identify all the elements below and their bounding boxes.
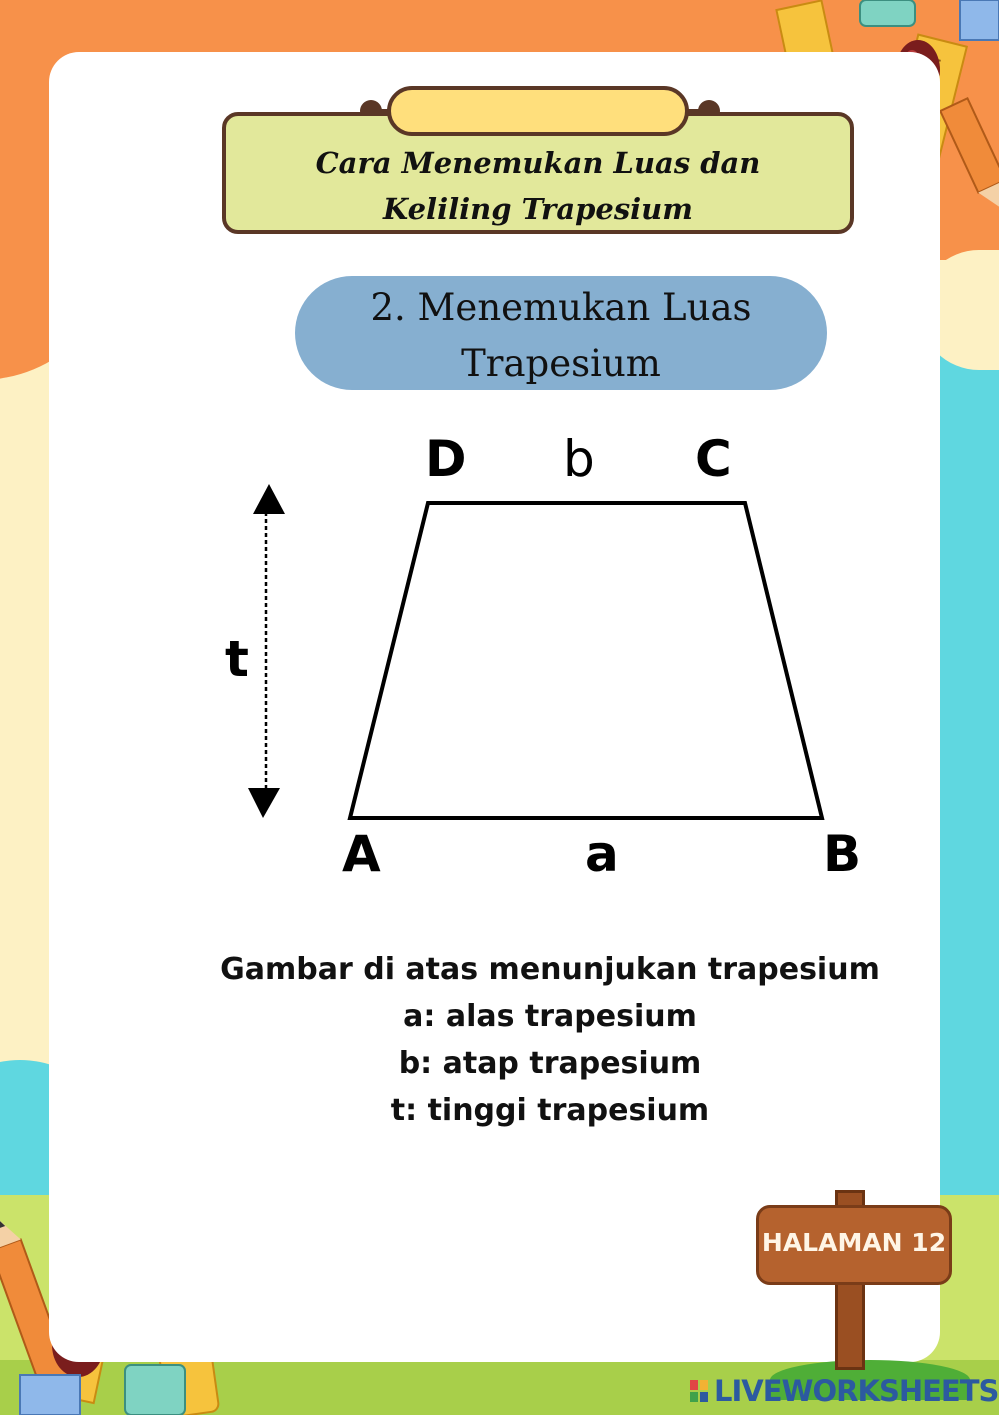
caption-line-t: t: tinggi trapesium (390, 1093, 710, 1128)
vertex-label-b: B (823, 825, 862, 883)
page-title-line-1: Cara Menemukan Luas dan (315, 146, 761, 180)
page-title-line-2: Keliling Trapesium (383, 192, 693, 226)
section-heading-line-2: Trapesium (461, 342, 661, 385)
liveworksheets-watermark (714, 1374, 998, 1408)
worksheet-page (49, 52, 940, 1362)
watermark-text: LIVEWORKSHEETS (714, 1374, 999, 1408)
section-heading (295, 280, 827, 392)
section-heading-line-1: 2. Menemukan Luas (370, 286, 752, 329)
caption-line-b: b: atap trapesium (398, 1046, 702, 1081)
vertex-label-c: C (695, 430, 732, 488)
vertex-label-a: A (342, 825, 381, 883)
side-label-t: t (225, 630, 249, 688)
liveworksheets-logo-icon (690, 1380, 708, 1402)
page-title (222, 140, 854, 232)
side-label-a: a (585, 825, 619, 883)
caption-line-intro: Gambar di atas menunjukan trapesium (220, 952, 880, 987)
caption-line-a: a: alas trapesium (403, 999, 697, 1034)
side-label-b: b (563, 430, 595, 488)
vertex-label-d: D (425, 430, 467, 488)
title-banner-tab (387, 86, 689, 136)
diagram-caption (150, 946, 950, 1134)
page-number-label: HALAMAN 12 (761, 1228, 947, 1257)
